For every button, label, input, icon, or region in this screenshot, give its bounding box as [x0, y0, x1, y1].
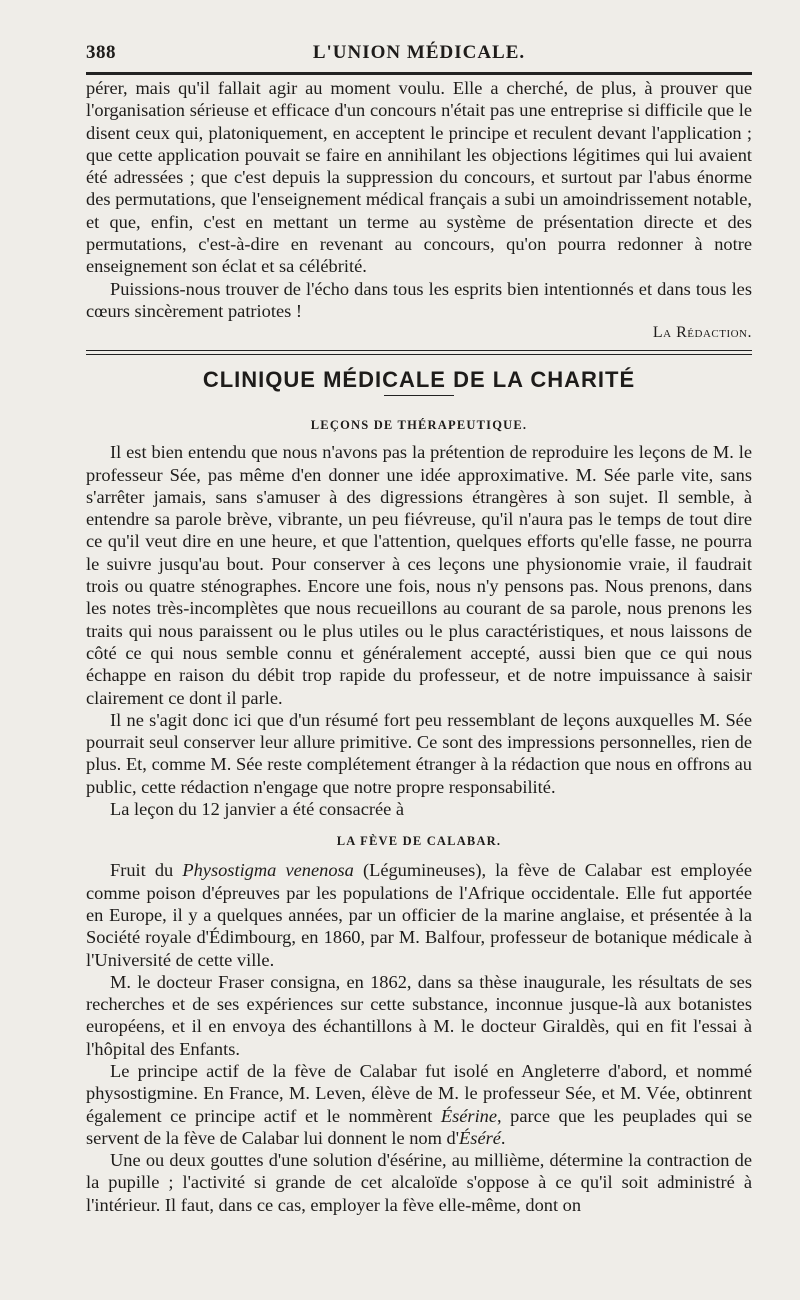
- eserine-term: Ésérine: [440, 1105, 498, 1126]
- p6-text-c: .: [500, 1127, 506, 1148]
- journal-title: L'UNION MÉDICALE.: [312, 42, 526, 63]
- section-subtitle: LEÇONS DE THÉRAPEUTIQUE.: [310, 418, 528, 433]
- species-name: Physostigma venenosa: [182, 860, 354, 881]
- esere-term: Éséré: [459, 1127, 501, 1148]
- p6-text-b: , parce que les peuplades qui se servent de la fève de Calabar lui donnent le nom d': [86, 1105, 752, 1148]
- section-title: CLINIQUE MÉDICALE DE LA CHARITÉ: [202, 367, 636, 393]
- calabar-subtitle: LA FÈVE DE CALABAR.: [336, 834, 502, 849]
- page-header: [86, 36, 752, 68]
- body-paragraph-6: [86, 1060, 752, 1149]
- p6-text-a: Le principe actif de la fève de Calabar fut isolé en Angleterre d'abord, et nommé physostigmine. En France, M. Leven, élève de M. le professeur Sée, et M. Vée, obtinrent également ce principe actif et le nommèrent: [86, 1060, 752, 1126]
- body-paragraph-7: Une ou deux gouttes d'une solution d'ésérine, au millième, détermine la contraction de la pupille ; l'activité si grande de cet alcaloïde s'oppose à ce qu'il soit administré à l'intérieur. Il faut, dans ce cas, employer la fève elle-même, dont on: [86, 1150, 752, 1215]
- signature: La Rédaction.: [652, 324, 752, 342]
- body-paragraph-3: La leçon du 12 janvier a été consacrée à: [110, 799, 405, 820]
- p4-text-a: Fruit du: [110, 860, 183, 881]
- section-divider: [86, 350, 752, 355]
- body-paragraph-2: Il ne s'agit donc ici que d'un résumé fort peu ressemblant de leçons auxquelles M. Sée pourrait seul conserver leur allure primitive. Ce sont des impressions personnelles, rien de plus. Et, comme M. Sée reste complétement étranger à la rédaction que nous en offrons au public, cette rédaction n'engage que notre propre responsabilité.: [86, 709, 752, 797]
- p4-text-b: (Légumineuses), la fève de Calabar est employée comme poison d'épreuves par les populations de l'Afrique occidentale. Elle fut apportée en Europe, il y a quelques années, par un officier de la marine anglaise, et présentée à la Société royale d'Édimbourg, en 1860, par M. Balfour, professeur de botanique médicale à l'Université de cette ville.: [86, 860, 753, 970]
- title-underline: [384, 395, 454, 396]
- body-paragraph-5: M. le docteur Fraser consigna, en 1862, dans sa thèse inaugurale, les résultats de ses recherches et de ses expériences sur cette substance, inconnue jusque-là aux botanistes européens, et il en envoya des échantillons à M. le docteur Giraldès, qui en fit l'essai à l'hôpital des Enfants.: [86, 971, 752, 1059]
- header-rule: [86, 72, 752, 75]
- body-paragraph-1: Il est bien entendu que nous n'avons pas la prétention de reproduire les leçons de M. le professeur Sée, pas même d'en donner une idée approximative. M. Sée parle vite, sans s'arrêter jamais, sans s'amuser à des digressions étrangères à son sujet. Il semble, à entendre sa parole brève, vibrante, un peu fiévreuse, qu'il n'aura pas le temps de tout dire ce qu'il veut dire en une heure, et que l'attention, quelques efforts qu'elle fasse, ne pourra le suivre jusqu'au bout. Pour conserver à ces leçons une physionomie vraie, il faudrait trois ou quatre sténographes. Encore une fois, nous n'y pensons pas. Nous prenons, dans les notes très-incomplètes que nous recueillons au courant de sa parole, nous prenons les traits qui nous paraissent ou le plus utiles ou le plus caractéristiques, et nous laissons de côté ce qui nous semble connu et généralement accepté, aussi bien que ce qui nous échappe en raison du débit trop rapide du professeur, et de notre impuissance à saisir clairement ce dont il parle.: [86, 442, 752, 708]
- page-number: 388: [86, 42, 116, 63]
- body-paragraph-4: [86, 859, 752, 970]
- intro-paragraph-1: pérer, mais qu'il fallait agir au moment voulu. Elle a cherché, de plus, à prouver que l'organisation sérieuse et efficace d'un concours n'était pas une entreprise si difficile que le disent ceux qui, platoniquement, en acceptent le principe et reculent devant l'application ; que cette application pouvait se faire en annihilant les objections légitimes qui lui avaient été adressées ; que c'est depuis la suppression du concours, et surtout par l'abus énorme des permutations, que l'enseignement médical français a subi un amoindrissement notable, et que, enfin, c'est en mettant un terme au système de présentation directe et des permutations, c'est-à-dire en revenant au concours, qu'on pourra redonner à notre enseignement son éclat et sa célébrité.: [86, 78, 752, 277]
- intro-paragraph-2: Puissions-nous trouver de l'écho dans tous les esprits bien intentionnés et dans tous les cœurs sincèrement patriotes !: [86, 278, 752, 321]
